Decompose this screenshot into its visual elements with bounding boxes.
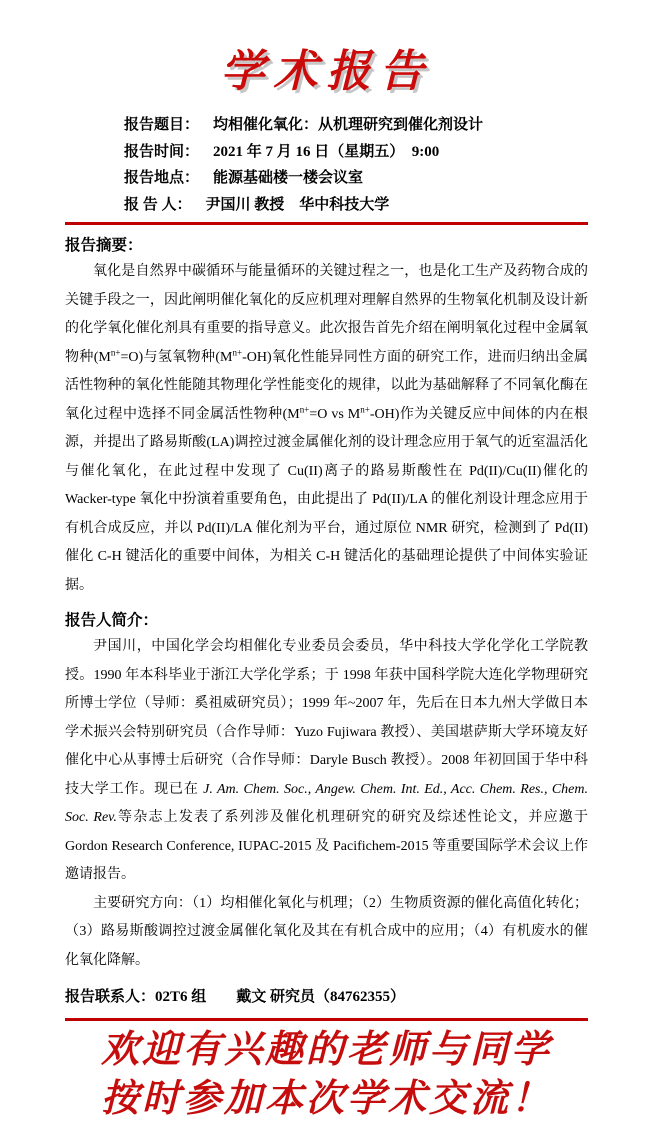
report-speaker-value: 尹国川 教授 华中科技大学 [205,196,390,213]
welcome-message [65,1026,588,1124]
report-title-row [124,112,588,139]
report-title-label: 报告题目： [124,117,200,133]
report-location-row [124,165,588,192]
contact-line: 报告联系人：02T6 组 戴文 研究员（84762355） [65,989,406,1005]
announcement-page [0,44,650,1120]
welcome-message-line2: 按时参加本次学术交流！ [100,1078,552,1120]
page-title: 学术报告 [220,47,433,96]
report-speaker-label: 报 告 人： [124,196,192,213]
divider-top [65,222,588,225]
report-time-label: 报告时间： [124,143,200,160]
research-directions-paragraph: 主要研究方向：（1）均相催化氧化与机理；（2）生物质资源的催化高值化转化；（3）路易斯酸调控过渡金属催化氧化及其在有机合成中的应用；（4）有机废水的催化氧化降解。 [65,895,588,968]
report-speaker-row [124,192,588,219]
report-location-label: 报告地点： [124,170,200,186]
report-location-value: 能源基础楼一楼会议室 [213,170,364,186]
divider-bottom [65,1018,588,1021]
bio-heading: 报告人简介： [65,612,159,629]
abstract-heading: 报告摘要： [65,237,143,254]
welcome-message-line1: 欢迎有兴趣的老师与同学 [100,1029,552,1071]
bio-paragraph: 尹国川，中国化学会均相催化专业委员会委员，华中科技大学化学化工学院教授。1990 年本科毕业于浙江大学化学系；于 1998 年获中国科学院大连化学物理研究所博士学位（导师：奚祖威研究员）；1999 年~2007 年，先后在日本九州大学做日本学术振兴会特别研究员（合作导师：Yuzo Fujiwara 教授）、美国堪萨斯大学环境友好催化中心从事博士后研究（合作导师：Daryle Busch 教授）。2008 年初回国于华中科技大学工作。现已在 J. Am. Chem. Soc., Angew. Chem. Int. Ed., Acc. Chem. Res., Chem. Soc. Rev.等杂志上发表了系列涉及催化机理研究的研究及综述性论文，并应邀于 Gordon Research Conference, IUPAC-2015 及 Pacifichem-2015 等重要国际学术会议上作邀请报告。 [65,639,589,882]
report-info-block [65,112,588,218]
report-title-value: 均相催化氧化：从机理研究到催化剂设计 [213,117,484,133]
report-time-row [124,139,588,166]
report-time-value: 2021 年 7 月 16 日（星期五） 9:00 [213,143,440,160]
abstract-paragraph: 氧化是自然界中碳循环与能量循环的关键过程之一，也是化工生产及药物合成的关键手段之一，因此阐明催化氧化的反应机理对理解自然界的生物氧化机制及设计新的化学氧化催化剂具有重要的指导意义。此次报告首先介绍在阐明氧化过程中金属氧物种$(M^{n+}=O)$与氢氧物种$(M^{n+}-OH)$氧化性能异同性方面的研究工作，进而归纳出金属活性物种的氧化性能随其物理化学性能变化的规律，以此为基础解释了不同氧化酶在氧化过程中选择不同金属活性物种($M^{n+}=O$ vs $M^{n+}-OH$)作为关键反应中间体的内在根源，并提出了路易斯酸(LA)调控过渡金属催化剂的设计理念应用于氧气的近室温活化与催化氧化，在此过程中发现了 Cu(II)离子的路易斯酸性在 Pd(II)/Cu(II)催化的 Wacker-type 氧化中扮演着重要角色，由此提出了 Pd(II)/LA 的催化剂设计理念应用于有机合成反应，并以 Pd(II)/LA 催化剂为平台，通过原位 NMR 研究，检测到了 Pd(II)催化 C-H 键活化的重要中间体，为相关 C-H 键活化的基础理论提供了中间体实验证据。 [65,264,588,593]
